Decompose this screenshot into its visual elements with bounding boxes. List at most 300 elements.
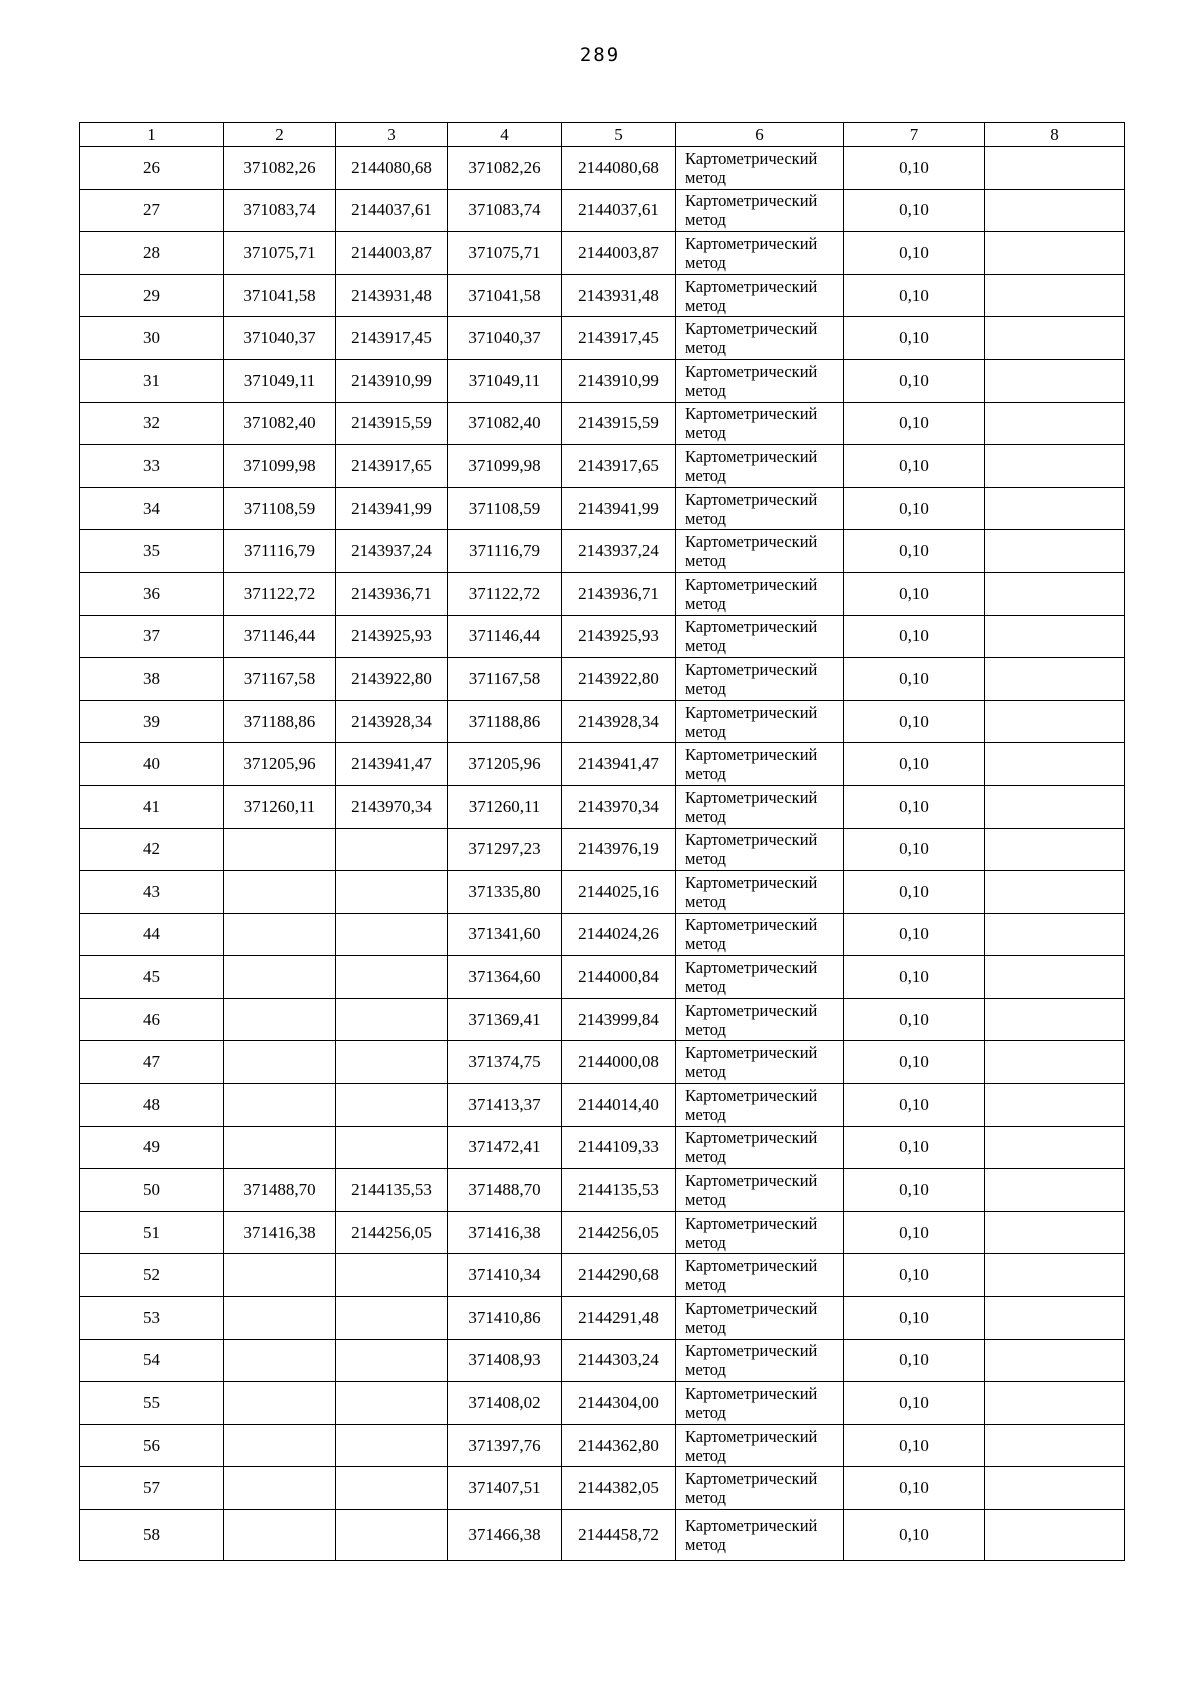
accuracy-cell: 0,10: [844, 359, 985, 402]
point-number-cell: 50: [80, 1169, 224, 1212]
x-new-cell: 371410,86: [448, 1297, 562, 1340]
point-number-cell: 26: [80, 147, 224, 190]
point-number-cell: 49: [80, 1126, 224, 1169]
accuracy-cell: 0,10: [844, 189, 985, 232]
method-cell: [676, 743, 844, 786]
accuracy-cell: 0,10: [844, 1211, 985, 1254]
table-row: [80, 785, 1125, 828]
y-old-cell: 2144256,05: [336, 1211, 448, 1254]
method-line-1: Картометрический: [685, 532, 818, 552]
accuracy-cell: 0,10: [844, 658, 985, 701]
y-old-cell: 2143922,80: [336, 658, 448, 701]
method-line-1: Картометрический: [685, 148, 818, 168]
point-number-cell: 30: [80, 317, 224, 360]
note-cell: [985, 1169, 1125, 1212]
point-number-cell: 47: [80, 1041, 224, 1084]
x-new-cell: 371369,41: [448, 998, 562, 1041]
method-line-2: метод: [685, 465, 726, 485]
note-cell: [985, 1254, 1125, 1297]
y-new-cell: 2144290,68: [562, 1254, 676, 1297]
x-new-cell: 371374,75: [448, 1041, 562, 1084]
accuracy-cell: 0,10: [844, 1424, 985, 1467]
x-new-cell: 371122,72: [448, 572, 562, 615]
note-cell: [985, 615, 1125, 658]
x-old-cell: [224, 1510, 336, 1561]
accuracy-cell: 0,10: [844, 1254, 985, 1297]
accuracy-cell: 0,10: [844, 785, 985, 828]
x-new-cell: 371041,58: [448, 274, 562, 317]
method-line-2: метод: [685, 423, 726, 443]
x-new-cell: 371466,38: [448, 1510, 562, 1561]
note-cell: [985, 147, 1125, 190]
method-cell: [676, 871, 844, 914]
x-old-cell: [224, 1424, 336, 1467]
x-new-cell: 371116,79: [448, 530, 562, 573]
method-line-1: Картометрический: [685, 489, 818, 509]
method-cell: [676, 956, 844, 999]
x-new-cell: 371108,59: [448, 487, 562, 530]
y-old-cell: 2144135,53: [336, 1169, 448, 1212]
method-cell: [676, 700, 844, 743]
x-old-cell: 371188,86: [224, 700, 336, 743]
table-row: [80, 1510, 1125, 1561]
x-new-cell: 371488,70: [448, 1169, 562, 1212]
x-old-cell: [224, 1467, 336, 1510]
note-cell: [985, 1211, 1125, 1254]
method-line-1: Картометрический: [685, 1128, 818, 1148]
y-old-cell: [336, 1126, 448, 1169]
y-old-cell: 2143941,47: [336, 743, 448, 786]
table-row: [80, 956, 1125, 999]
method-line-1: Картометрический: [685, 1516, 818, 1535]
accuracy-cell: 0,10: [844, 147, 985, 190]
y-old-cell: [336, 1339, 448, 1382]
accuracy-cell: 0,10: [844, 998, 985, 1041]
x-old-cell: [224, 998, 336, 1041]
method-cell: [676, 317, 844, 360]
note-cell: [985, 232, 1125, 275]
point-number-cell: 55: [80, 1382, 224, 1425]
table-row: [80, 445, 1125, 488]
table-row: [80, 998, 1125, 1041]
method-line-1: Картометрический: [685, 787, 818, 807]
method-cell: [676, 487, 844, 530]
x-new-cell: 371099,98: [448, 445, 562, 488]
method-line-2: метод: [685, 1232, 726, 1252]
x-old-cell: [224, 871, 336, 914]
y-new-cell: 2143937,24: [562, 530, 676, 573]
method-cell: [676, 1382, 844, 1425]
note-cell: [985, 572, 1125, 615]
method-line-2: метод: [685, 338, 726, 358]
method-cell: [676, 189, 844, 232]
x-old-cell: 371083,74: [224, 189, 336, 232]
y-new-cell: 2143925,93: [562, 615, 676, 658]
y-new-cell: 2144291,48: [562, 1297, 676, 1340]
note-cell: [985, 317, 1125, 360]
note-cell: [985, 658, 1125, 701]
method-line-1: Картометрический: [685, 446, 818, 466]
table-body: [80, 147, 1125, 1561]
method-cell: [676, 232, 844, 275]
point-number-cell: 35: [80, 530, 224, 573]
note-cell: [985, 402, 1125, 445]
x-old-cell: [224, 956, 336, 999]
point-number-cell: 56: [80, 1424, 224, 1467]
method-line-1: Картометрический: [685, 915, 818, 935]
x-new-cell: 371146,44: [448, 615, 562, 658]
table-row: [80, 1339, 1125, 1382]
method-line-1: Картометрический: [685, 404, 818, 424]
note-cell: [985, 1339, 1125, 1382]
method-cell: [676, 615, 844, 658]
accuracy-cell: 0,10: [844, 743, 985, 786]
table-row: [80, 359, 1125, 402]
method-line-1: Картометрический: [685, 191, 818, 211]
method-line-2: метод: [685, 849, 726, 869]
table-row: [80, 1041, 1125, 1084]
note-cell: [985, 1510, 1125, 1561]
y-old-cell: 2143941,99: [336, 487, 448, 530]
y-new-cell: 2144256,05: [562, 1211, 676, 1254]
y-old-cell: [336, 1254, 448, 1297]
note-cell: [985, 956, 1125, 999]
point-number-cell: 58: [80, 1510, 224, 1561]
x-new-cell: 371260,11: [448, 785, 562, 828]
method-line-1: Картометрический: [685, 1426, 818, 1446]
accuracy-cell: 0,10: [844, 1297, 985, 1340]
method-cell: [676, 1424, 844, 1467]
note-cell: [985, 189, 1125, 232]
accuracy-cell: 0,10: [844, 1467, 985, 1510]
method-line-1: Картометрический: [685, 1298, 818, 1318]
y-new-cell: 2144025,16: [562, 871, 676, 914]
point-number-cell: 54: [80, 1339, 224, 1382]
method-line-2: метод: [685, 934, 726, 954]
y-old-cell: [336, 1382, 448, 1425]
point-number-cell: 42: [80, 828, 224, 871]
x-old-cell: [224, 1041, 336, 1084]
x-old-cell: 371416,38: [224, 1211, 336, 1254]
accuracy-cell: 0,10: [844, 232, 985, 275]
point-number-cell: 57: [80, 1467, 224, 1510]
accuracy-cell: 0,10: [844, 871, 985, 914]
point-number-cell: 36: [80, 572, 224, 615]
note-cell: [985, 274, 1125, 317]
point-number-cell: 39: [80, 700, 224, 743]
y-old-cell: 2143928,34: [336, 700, 448, 743]
method-line-2: метод: [685, 380, 726, 400]
note-cell: [985, 828, 1125, 871]
y-old-cell: 2143931,48: [336, 274, 448, 317]
method-line-2: метод: [685, 1317, 726, 1337]
x-new-cell: 371410,34: [448, 1254, 562, 1297]
method-line-2: метод: [685, 1019, 726, 1039]
x-old-cell: 371075,71: [224, 232, 336, 275]
note-cell: [985, 913, 1125, 956]
method-line-2: метод: [685, 1360, 726, 1380]
y-new-cell: 2143941,99: [562, 487, 676, 530]
point-number-cell: 33: [80, 445, 224, 488]
x-old-cell: 371108,59: [224, 487, 336, 530]
method-cell: [676, 147, 844, 190]
y-new-cell: 2144303,24: [562, 1339, 676, 1382]
x-old-cell: 371146,44: [224, 615, 336, 658]
table-row: [80, 1084, 1125, 1127]
y-new-cell: 2143976,19: [562, 828, 676, 871]
column-header: 6: [676, 123, 844, 147]
x-new-cell: 371040,37: [448, 317, 562, 360]
y-new-cell: 2143941,47: [562, 743, 676, 786]
accuracy-cell: 0,10: [844, 1169, 985, 1212]
method-line-2: метод: [685, 764, 726, 784]
method-cell: [676, 445, 844, 488]
y-new-cell: 2144382,05: [562, 1467, 676, 1510]
method-cell: [676, 1126, 844, 1169]
method-line-2: метод: [685, 210, 726, 230]
point-number-cell: 46: [80, 998, 224, 1041]
column-header: 7: [844, 123, 985, 147]
accuracy-cell: 0,10: [844, 530, 985, 573]
accuracy-cell: 0,10: [844, 956, 985, 999]
y-old-cell: 2143970,34: [336, 785, 448, 828]
note-cell: [985, 998, 1125, 1041]
x-old-cell: 371082,26: [224, 147, 336, 190]
y-new-cell: 2144304,00: [562, 1382, 676, 1425]
accuracy-cell: 0,10: [844, 1339, 985, 1382]
method-line-1: Картометрический: [685, 1469, 818, 1489]
method-line-1: Картометрический: [685, 319, 818, 339]
note-cell: [985, 785, 1125, 828]
method-line-2: метод: [685, 1488, 726, 1508]
accuracy-cell: 0,10: [844, 317, 985, 360]
y-new-cell: 2143999,84: [562, 998, 676, 1041]
method-line-1: Картометрический: [685, 276, 818, 296]
header-row: [80, 123, 1125, 147]
method-line-1: Картометрический: [685, 1000, 818, 1020]
accuracy-cell: 0,10: [844, 1510, 985, 1561]
accuracy-cell: 0,10: [844, 1041, 985, 1084]
method-cell: [676, 1510, 844, 1561]
x-new-cell: 371297,23: [448, 828, 562, 871]
method-line-1: Картометрический: [685, 361, 818, 381]
point-number-cell: 43: [80, 871, 224, 914]
y-old-cell: 2144003,87: [336, 232, 448, 275]
table-row: [80, 274, 1125, 317]
method-cell: [676, 402, 844, 445]
x-old-cell: 371260,11: [224, 785, 336, 828]
column-header: 2: [224, 123, 336, 147]
note-cell: [985, 1041, 1125, 1084]
table-row: [80, 913, 1125, 956]
point-number-cell: 27: [80, 189, 224, 232]
method-cell: [676, 1254, 844, 1297]
point-number-cell: 34: [80, 487, 224, 530]
column-header: 4: [448, 123, 562, 147]
method-cell: [676, 828, 844, 871]
note-cell: [985, 1467, 1125, 1510]
x-old-cell: 371488,70: [224, 1169, 336, 1212]
method-cell: [676, 1169, 844, 1212]
method-line-1: Картометрический: [685, 574, 818, 594]
note-cell: [985, 359, 1125, 402]
y-old-cell: [336, 1084, 448, 1127]
y-new-cell: 2144080,68: [562, 147, 676, 190]
note-cell: [985, 487, 1125, 530]
x-old-cell: 371205,96: [224, 743, 336, 786]
y-old-cell: 2143936,71: [336, 572, 448, 615]
x-old-cell: [224, 828, 336, 871]
y-new-cell: 2144458,72: [562, 1510, 676, 1561]
x-new-cell: 371472,41: [448, 1126, 562, 1169]
note-cell: [985, 871, 1125, 914]
column-header: 5: [562, 123, 676, 147]
method-line-2: метод: [685, 891, 726, 911]
method-line-2: метод: [685, 977, 726, 997]
y-new-cell: 2144000,08: [562, 1041, 676, 1084]
method-cell: [676, 1339, 844, 1382]
table-row: [80, 1126, 1125, 1169]
y-old-cell: [336, 1510, 448, 1561]
y-new-cell: 2144003,87: [562, 232, 676, 275]
table-row: [80, 1169, 1125, 1212]
point-number-cell: 29: [80, 274, 224, 317]
method-line-1: Картометрический: [685, 702, 818, 722]
table-row: [80, 743, 1125, 786]
method-line-2: метод: [685, 1062, 726, 1082]
y-new-cell: 2144362,80: [562, 1424, 676, 1467]
method-line-2: метод: [685, 1403, 726, 1423]
x-new-cell: 371205,96: [448, 743, 562, 786]
x-old-cell: [224, 1126, 336, 1169]
x-old-cell: 371167,58: [224, 658, 336, 701]
accuracy-cell: 0,10: [844, 913, 985, 956]
x-old-cell: [224, 1254, 336, 1297]
method-line-1: Картометрический: [685, 1384, 818, 1404]
y-old-cell: [336, 913, 448, 956]
point-number-cell: 52: [80, 1254, 224, 1297]
accuracy-cell: 0,10: [844, 402, 985, 445]
x-new-cell: 371083,74: [448, 189, 562, 232]
y-old-cell: 2143925,93: [336, 615, 448, 658]
y-old-cell: 2143915,59: [336, 402, 448, 445]
note-cell: [985, 1297, 1125, 1340]
table-row: [80, 317, 1125, 360]
table-row: [80, 232, 1125, 275]
accuracy-cell: 0,10: [844, 1382, 985, 1425]
y-new-cell: 2144037,61: [562, 189, 676, 232]
x-new-cell: 371075,71: [448, 232, 562, 275]
method-line-2: метод: [685, 167, 726, 187]
table-row: [80, 1382, 1125, 1425]
method-line-1: Картометрический: [685, 1256, 818, 1276]
x-new-cell: 371188,86: [448, 700, 562, 743]
x-old-cell: 371040,37: [224, 317, 336, 360]
x-old-cell: 371099,98: [224, 445, 336, 488]
y-new-cell: 2143917,65: [562, 445, 676, 488]
y-old-cell: [336, 828, 448, 871]
point-number-cell: 44: [80, 913, 224, 956]
method-line-2: метод: [685, 508, 726, 528]
point-number-cell: 38: [80, 658, 224, 701]
y-old-cell: 2143937,24: [336, 530, 448, 573]
method-line-2: метод: [685, 1147, 726, 1167]
accuracy-cell: 0,10: [844, 1126, 985, 1169]
y-new-cell: 2143931,48: [562, 274, 676, 317]
point-number-cell: 31: [80, 359, 224, 402]
point-number-cell: 51: [80, 1211, 224, 1254]
y-old-cell: [336, 1297, 448, 1340]
y-old-cell: [336, 1467, 448, 1510]
method-line-2: метод: [685, 551, 726, 571]
method-cell: [676, 1084, 844, 1127]
method-cell: [676, 1211, 844, 1254]
method-line-2: метод: [685, 593, 726, 613]
y-old-cell: [336, 1041, 448, 1084]
method-cell: [676, 1467, 844, 1510]
y-new-cell: 2144024,26: [562, 913, 676, 956]
y-new-cell: 2143928,34: [562, 700, 676, 743]
method-line-2: метод: [685, 1535, 726, 1554]
table-row: [80, 530, 1125, 573]
method-cell: [676, 913, 844, 956]
method-cell: [676, 785, 844, 828]
column-header: 1: [80, 123, 224, 147]
x-old-cell: [224, 1382, 336, 1425]
method-line-2: метод: [685, 252, 726, 272]
method-cell: [676, 658, 844, 701]
accuracy-cell: 0,10: [844, 700, 985, 743]
table-row: [80, 189, 1125, 232]
x-new-cell: 371167,58: [448, 658, 562, 701]
column-header: 8: [985, 123, 1125, 147]
x-new-cell: 371416,38: [448, 1211, 562, 1254]
method-cell: [676, 1297, 844, 1340]
method-line-1: Картометрический: [685, 1043, 818, 1063]
x-new-cell: 371364,60: [448, 956, 562, 999]
point-number-cell: 53: [80, 1297, 224, 1340]
method-line-1: Картометрический: [685, 872, 818, 892]
y-old-cell: [336, 956, 448, 999]
x-new-cell: 371408,93: [448, 1339, 562, 1382]
y-old-cell: [336, 1424, 448, 1467]
method-cell: [676, 1041, 844, 1084]
method-line-2: метод: [685, 806, 726, 826]
table-row: [80, 1467, 1125, 1510]
y-new-cell: 2144000,84: [562, 956, 676, 999]
method-line-1: Картометрический: [685, 1213, 818, 1233]
table-row: [80, 1297, 1125, 1340]
method-line-1: Картометрический: [685, 233, 818, 253]
accuracy-cell: 0,10: [844, 828, 985, 871]
y-new-cell: 2144014,40: [562, 1084, 676, 1127]
column-header: 3: [336, 123, 448, 147]
x-old-cell: [224, 1084, 336, 1127]
y-old-cell: 2143917,45: [336, 317, 448, 360]
note-cell: [985, 1424, 1125, 1467]
method-line-2: метод: [685, 295, 726, 315]
method-cell: [676, 274, 844, 317]
method-line-1: Картометрический: [685, 830, 818, 850]
y-new-cell: 2143917,45: [562, 317, 676, 360]
y-new-cell: 2143910,99: [562, 359, 676, 402]
point-number-cell: 37: [80, 615, 224, 658]
note-cell: [985, 1382, 1125, 1425]
accuracy-cell: 0,10: [844, 1084, 985, 1127]
coordinates-table: [79, 122, 1125, 1561]
x-new-cell: 371413,37: [448, 1084, 562, 1127]
method-line-1: Картометрический: [685, 617, 818, 637]
